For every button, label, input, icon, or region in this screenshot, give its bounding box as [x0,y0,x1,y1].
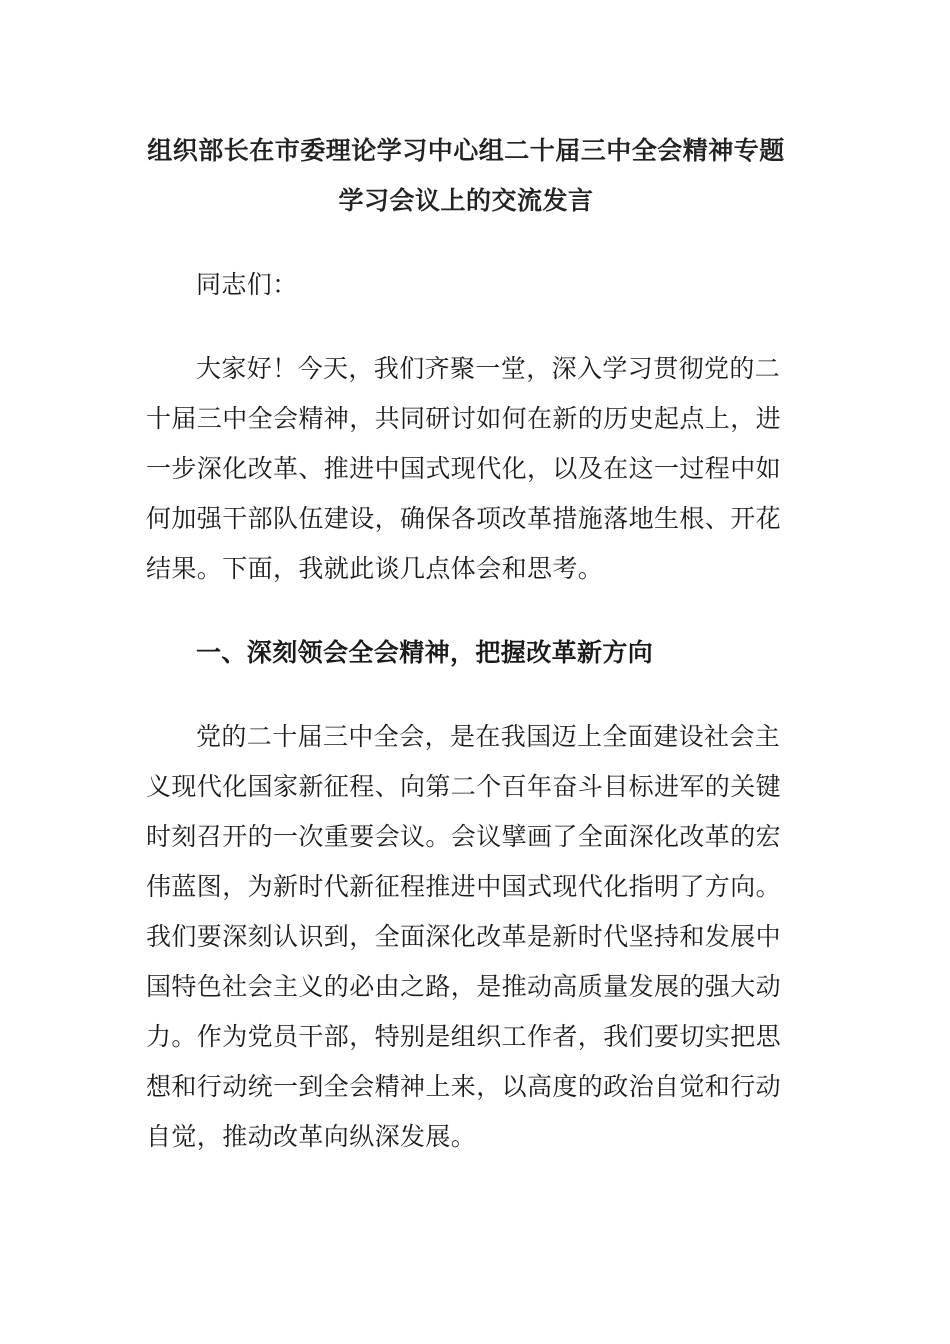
salutation-text: 同志们： [196,270,298,299]
section-1-heading: 一、深刻领会全会精神，把握改革新方向 [196,638,654,667]
body-line: 想和行动统一到全会精神上来，以高度的政治自觉和行动 [146,1072,782,1101]
document-content [146,126,786,1162]
body-line: 义现代化国家新征程、向第二个百年奋斗目标进军的关键 [146,772,782,801]
body-line: 我们要深刻认识到，全面深化改革是新时代坚持和发展中 [146,922,782,951]
title-line-2: 学习会议上的交流发言 [338,186,594,215]
intro-paragraph [146,344,786,594]
intro-line: 大家好！今天，我们齐聚一堂，深入学习贯彻党的二 [196,354,781,383]
body-line: 国特色社会主义的必由之路，是推动高质量发展的强大动 [146,972,782,1001]
body-line: 时刻召开的一次重要会议。会议擘画了全面深化改革的宏 [146,822,782,851]
body-line: 力。作为党员干部，特别是组织工作者，我们要切实把思 [146,1022,782,1051]
section-1-paragraph [146,712,786,1162]
body-line: 自觉，推动改革向纵深发展。 [146,1122,477,1151]
document-title [146,126,786,226]
intro-line: 一步深化改革、推进中国式现代化，以及在这一过程中如 [146,454,782,483]
body-line: 党的二十届三中全会，是在我国迈上全面建设社会主 [196,722,781,751]
title-line-1: 组织部长在市委理论学习中心组二十届三中全会精神专题 [147,136,785,165]
salutation [146,260,786,310]
body-line: 伟蓝图，为新时代新征程推进中国式现代化指明了方向。 [146,872,782,901]
intro-line: 十届三中全会精神，共同研讨如何在新的历史起点上，进 [146,404,782,433]
intro-line: 何加强干部队伍建设，确保各项改革措施落地生根、开花 [146,504,782,533]
intro-line: 结果。下面，我就此谈几点体会和思考。 [146,554,604,583]
